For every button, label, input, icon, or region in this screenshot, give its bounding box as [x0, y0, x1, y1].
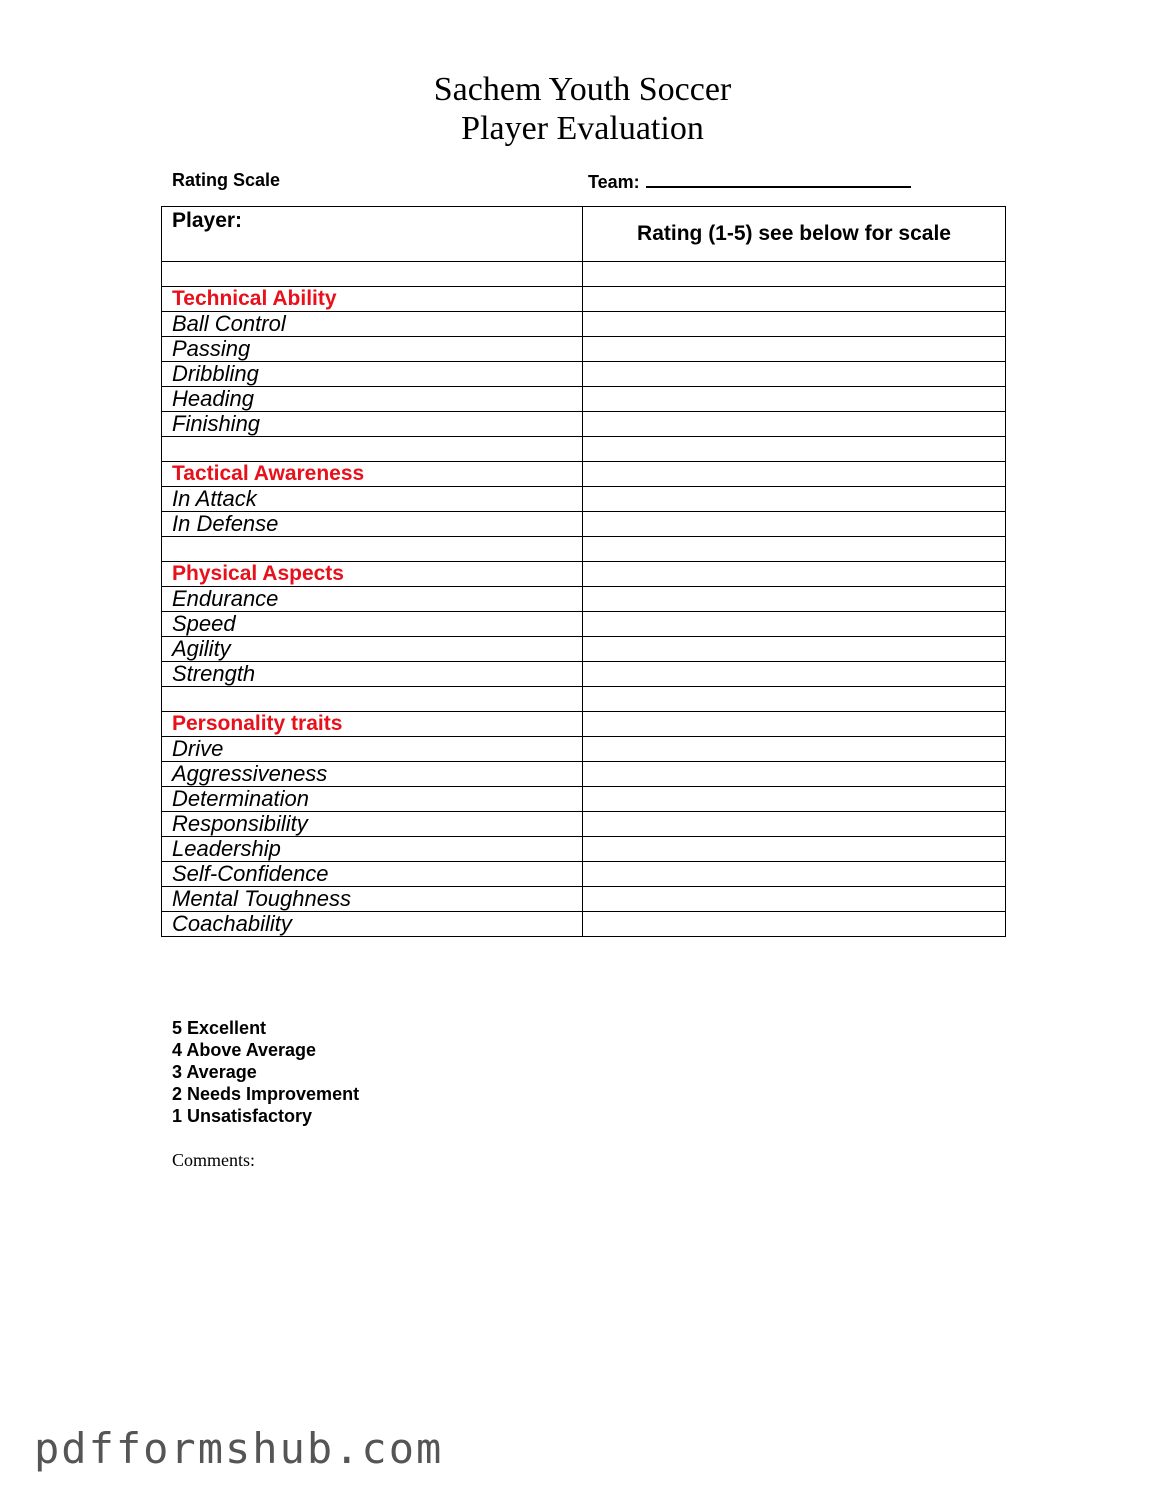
table-row	[162, 912, 1006, 937]
watermark: pdfformshub.com	[34, 1424, 444, 1473]
comments-label: Comments:	[172, 1150, 256, 1170]
evaluation-table	[161, 206, 1006, 937]
rating-cell[interactable]	[583, 337, 1006, 362]
scale-item: 4 Above Average	[172, 1040, 317, 1060]
rating-cell[interactable]	[583, 512, 1006, 537]
team-label: Team:	[588, 172, 640, 192]
rating-cell[interactable]	[583, 737, 1006, 762]
scale-item: 3 Average	[172, 1062, 257, 1082]
rating-cell[interactable]	[583, 287, 1006, 312]
criterion-label: Determination	[162, 787, 583, 812]
table-row	[162, 412, 1006, 437]
rating-cell[interactable]	[583, 537, 1006, 562]
table-row	[162, 837, 1006, 862]
table-row	[162, 887, 1006, 912]
table-row	[162, 637, 1006, 662]
rating-cell[interactable]	[583, 362, 1006, 387]
rating-cell[interactable]	[583, 262, 1006, 287]
table-row	[162, 512, 1006, 537]
table-row	[162, 612, 1006, 637]
rating-cell[interactable]	[583, 762, 1006, 787]
blank-row	[162, 262, 1006, 287]
rating-cell[interactable]	[583, 462, 1006, 487]
rating-header: Rating (1-5) see below for scale	[583, 207, 1006, 262]
rating-cell[interactable]	[583, 612, 1006, 637]
criterion-label: Coachability	[162, 912, 583, 937]
criterion-label: In Defense	[162, 512, 583, 537]
rating-cell[interactable]	[583, 837, 1006, 862]
table-row	[162, 787, 1006, 812]
criterion-label: Endurance	[162, 587, 583, 612]
category-label: Personality traits	[162, 712, 583, 737]
form-title: Sachem Youth Soccer	[433, 71, 732, 108]
table-row	[162, 737, 1006, 762]
criterion-label: Agility	[162, 637, 583, 662]
criterion-label: Speed	[162, 612, 583, 637]
category-row	[162, 562, 1006, 587]
rating-cell[interactable]	[583, 312, 1006, 337]
criterion-label: Finishing	[162, 412, 583, 437]
rating-cell[interactable]	[583, 562, 1006, 587]
rating-cell[interactable]	[583, 487, 1006, 512]
criterion-label: Ball Control	[162, 312, 583, 337]
table-row	[162, 587, 1006, 612]
blank-row	[162, 537, 1006, 562]
table-row	[162, 362, 1006, 387]
rating-cell[interactable]	[583, 712, 1006, 737]
table-row	[162, 312, 1006, 337]
criterion-label: Responsibility	[162, 812, 583, 837]
form-subtitle: Player Evaluation	[461, 110, 704, 147]
rating-cell[interactable]	[583, 662, 1006, 687]
table-header-row	[162, 207, 1006, 262]
table-row	[162, 662, 1006, 687]
blank-row	[162, 687, 1006, 712]
rating-cell[interactable]	[583, 687, 1006, 712]
category-label: Tactical Awareness	[162, 462, 583, 487]
criterion-label: Mental Toughness	[162, 887, 583, 912]
criterion-label: Drive	[162, 737, 583, 762]
criterion-label	[162, 437, 583, 462]
criterion-label	[162, 537, 583, 562]
player-label[interactable]: Player:	[162, 207, 583, 262]
rating-cell[interactable]	[583, 587, 1006, 612]
criterion-label: Passing	[162, 337, 583, 362]
table-row	[162, 762, 1006, 787]
rating-cell[interactable]	[583, 887, 1006, 912]
table-row	[162, 387, 1006, 412]
scale-item: 2 Needs Improvement	[172, 1084, 360, 1104]
blank-row	[162, 437, 1006, 462]
table-row	[162, 812, 1006, 837]
rating-scale-legend	[172, 1017, 359, 1127]
category-row	[162, 462, 1006, 487]
criterion-label: Heading	[162, 387, 583, 412]
rating-scale-label: Rating Scale	[172, 170, 281, 190]
rating-cell[interactable]	[583, 387, 1006, 412]
category-row	[162, 712, 1006, 737]
rating-cell[interactable]	[583, 787, 1006, 812]
table-row	[162, 337, 1006, 362]
rating-cell[interactable]	[583, 912, 1006, 937]
category-label: Physical Aspects	[162, 562, 583, 587]
scale-item: 1 Unsatisfactory	[172, 1106, 313, 1126]
table-row	[162, 862, 1006, 887]
rating-cell[interactable]	[583, 412, 1006, 437]
criterion-label: Dribbling	[162, 362, 583, 387]
criterion-label: Self-Confidence	[162, 862, 583, 887]
criterion-label: In Attack	[162, 487, 583, 512]
rating-cell[interactable]	[583, 437, 1006, 462]
scale-item: 5 Excellent	[172, 1018, 267, 1038]
criterion-label: Leadership	[162, 837, 583, 862]
rating-cell[interactable]	[583, 812, 1006, 837]
category-row	[162, 287, 1006, 312]
criterion-label: Aggressiveness	[162, 762, 583, 787]
criterion-label: Strength	[162, 662, 583, 687]
rating-cell[interactable]	[583, 637, 1006, 662]
team-field	[588, 170, 911, 193]
criterion-label	[162, 687, 583, 712]
rating-cell[interactable]	[583, 862, 1006, 887]
team-input-line[interactable]	[646, 170, 911, 188]
table-row	[162, 487, 1006, 512]
criterion-label	[162, 262, 583, 287]
category-label: Technical Ability	[162, 287, 583, 312]
